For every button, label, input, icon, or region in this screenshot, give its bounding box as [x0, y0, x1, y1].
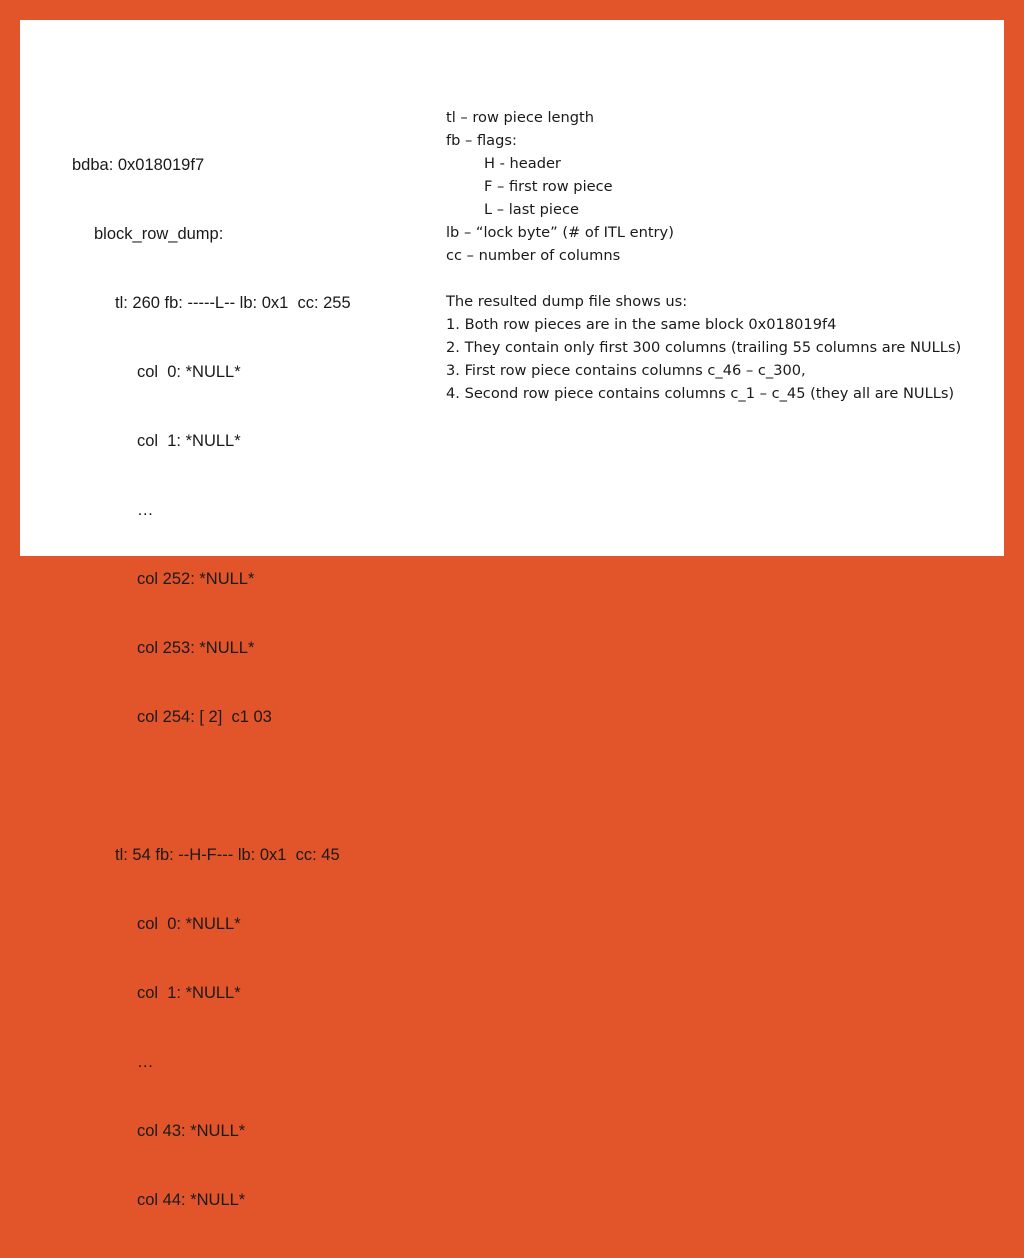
explanation: [446, 106, 966, 405]
dump-line-ellipsis: …: [137, 1053, 154, 1071]
dump-line-blank: [72, 775, 351, 798]
legend-lb: lb – “lock byte” (# of ITL entry): [446, 224, 674, 241]
legend-cc: cc – number of columns: [446, 247, 621, 264]
legend-fb: fb – flags:: [446, 132, 517, 149]
summary-item-2: 2. They contain only first 300 columns (trailing 55 columns are NULLs): [446, 339, 962, 356]
dump-line-col: col 1: *NULL*: [137, 432, 241, 450]
dump-line-col: col 44: *NULL*: [137, 1191, 246, 1209]
summary-item-4: 4. Second row piece contains columns c_1 – c_45 (they all are NULLs): [446, 385, 955, 402]
spacer: [446, 267, 966, 290]
dump-line-col: col 252: *NULL*: [137, 570, 255, 588]
legend-flag-l: L – last piece: [484, 201, 579, 218]
dump-line-bdba: bdba: 0x018019f7: [72, 156, 205, 174]
dump-line-col: col 253: *NULL*: [137, 639, 255, 657]
summary-item-1: 1. Both row pieces are in the same block 0x018019f4: [446, 316, 837, 333]
block-dump: [72, 108, 351, 1258]
dump-line-col: col 254: [ 2] c1 03: [137, 708, 272, 726]
legend-flag-h: H - header: [484, 155, 561, 172]
legend-tl: tl – row piece length: [446, 109, 594, 126]
dump-line-ellipsis: …: [137, 501, 154, 519]
summary-intro: The resulted dump file shows us:: [446, 293, 688, 310]
dump-line-row-piece-1-header: tl: 260 fb: -----L-- lb: 0x1 cc: 255: [115, 294, 351, 312]
summary-item-3: 3. First row piece contains columns c_46 – c_300,: [446, 362, 806, 379]
dump-line-col: col 1: *NULL*: [137, 984, 241, 1002]
dump-line-row-piece-2-header: tl: 54 fb: --H-F--- lb: 0x1 cc: 45: [115, 846, 340, 864]
legend-flag-f: F – first row piece: [484, 178, 613, 195]
dump-line-block-row-dump: block_row_dump:: [94, 225, 224, 243]
dump-line-col: col 43: *NULL*: [137, 1122, 246, 1140]
slide: [20, 20, 1004, 1209]
dump-line-col: col 0: *NULL*: [137, 363, 241, 381]
dump-line-col: col 0: *NULL*: [137, 915, 241, 933]
